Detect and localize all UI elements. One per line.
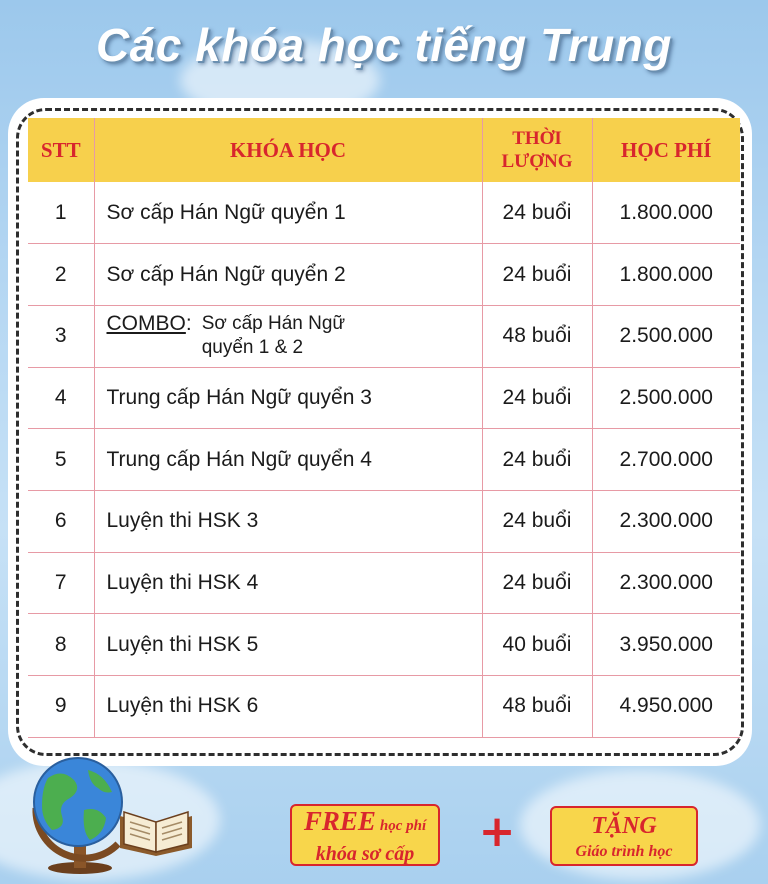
row-fee: 2.500.000	[592, 305, 740, 367]
row-stt: 6	[28, 490, 94, 552]
course-fee-table	[28, 118, 740, 738]
row-fee: 1.800.000	[592, 244, 740, 306]
row-duration: 48 buổi	[482, 676, 592, 738]
row-fee: 2.300.000	[592, 490, 740, 552]
row-course: Trung cấp Hán Ngữ quyển 4	[94, 429, 482, 491]
header-duration-line2: LƯỢNG	[501, 151, 573, 172]
row-stt: 5	[28, 429, 94, 491]
row-stt: 9	[28, 676, 94, 738]
row-course: Sơ cấp Hán Ngữ quyển 1 & 2	[201, 313, 346, 359]
row-course: Luyện thi HSK 6	[94, 676, 482, 738]
table-row	[28, 552, 740, 614]
table-header-row	[28, 118, 740, 182]
row-duration: 24 buổi	[482, 490, 592, 552]
row-course: Luyện thi HSK 3	[94, 490, 482, 552]
row-stt: 8	[28, 614, 94, 676]
free-label: FREE	[303, 806, 376, 836]
row-fee: 4.950.000	[592, 676, 740, 738]
row-duration: 48 buổi	[482, 305, 592, 367]
header-duration-line1: THỜI	[512, 128, 562, 149]
row-course: Sơ cấp Hán Ngữ quyển 1	[94, 182, 482, 244]
row-stt: 1	[28, 182, 94, 244]
page-title: Các khóa học tiếng Trung	[96, 19, 672, 71]
gift-textbook-label: Giáo trình học	[575, 843, 673, 860]
table-row	[28, 490, 740, 552]
gift-textbook-badge	[550, 806, 698, 866]
row-course: Luyện thi HSK 4	[94, 552, 482, 614]
row-stt: 3	[28, 305, 94, 367]
free-tuition-badge	[290, 804, 440, 866]
row-fee: 1.800.000	[592, 182, 740, 244]
table-row	[28, 614, 740, 676]
combo-colon: :	[185, 312, 192, 336]
table-row	[28, 676, 740, 738]
row-duration: 24 buổi	[482, 552, 592, 614]
gift-label: TẶNG	[591, 813, 657, 839]
row-fee: 2.300.000	[592, 552, 740, 614]
row-duration: 24 buổi	[482, 367, 592, 429]
table-row	[28, 182, 740, 244]
row-stt: 4	[28, 367, 94, 429]
row-fee: 3.950.000	[592, 614, 740, 676]
header-duration	[482, 118, 592, 182]
row-course-combo	[94, 305, 482, 367]
header-stt: STT	[28, 118, 94, 182]
row-stt: 7	[28, 552, 94, 614]
free-small-label: học phí	[379, 818, 427, 834]
row-stt: 2	[28, 244, 94, 306]
header-course: KHÓA HỌC	[94, 118, 482, 182]
row-course: Luyện thi HSK 5	[94, 614, 482, 676]
row-course: Trung cấp Hán Ngữ quyển 3	[94, 367, 482, 429]
table-row	[28, 429, 740, 491]
table-row	[28, 305, 740, 367]
book-icon	[116, 798, 196, 858]
row-duration: 40 buổi	[482, 614, 592, 676]
free-course-label: khóa sơ cấp	[315, 843, 415, 865]
row-fee: 2.500.000	[592, 367, 740, 429]
row-duration: 24 buổi	[482, 244, 592, 306]
combo-label: COMBO	[106, 312, 186, 336]
plus-sign: +	[478, 806, 516, 857]
header-fee: HỌC PHÍ	[592, 118, 740, 182]
row-fee: 2.700.000	[592, 429, 740, 491]
table-row	[28, 367, 740, 429]
row-duration: 24 buổi	[482, 182, 592, 244]
row-duration: 24 buổi	[482, 429, 592, 491]
row-course: Sơ cấp Hán Ngữ quyển 2	[94, 244, 482, 306]
table-row	[28, 244, 740, 306]
